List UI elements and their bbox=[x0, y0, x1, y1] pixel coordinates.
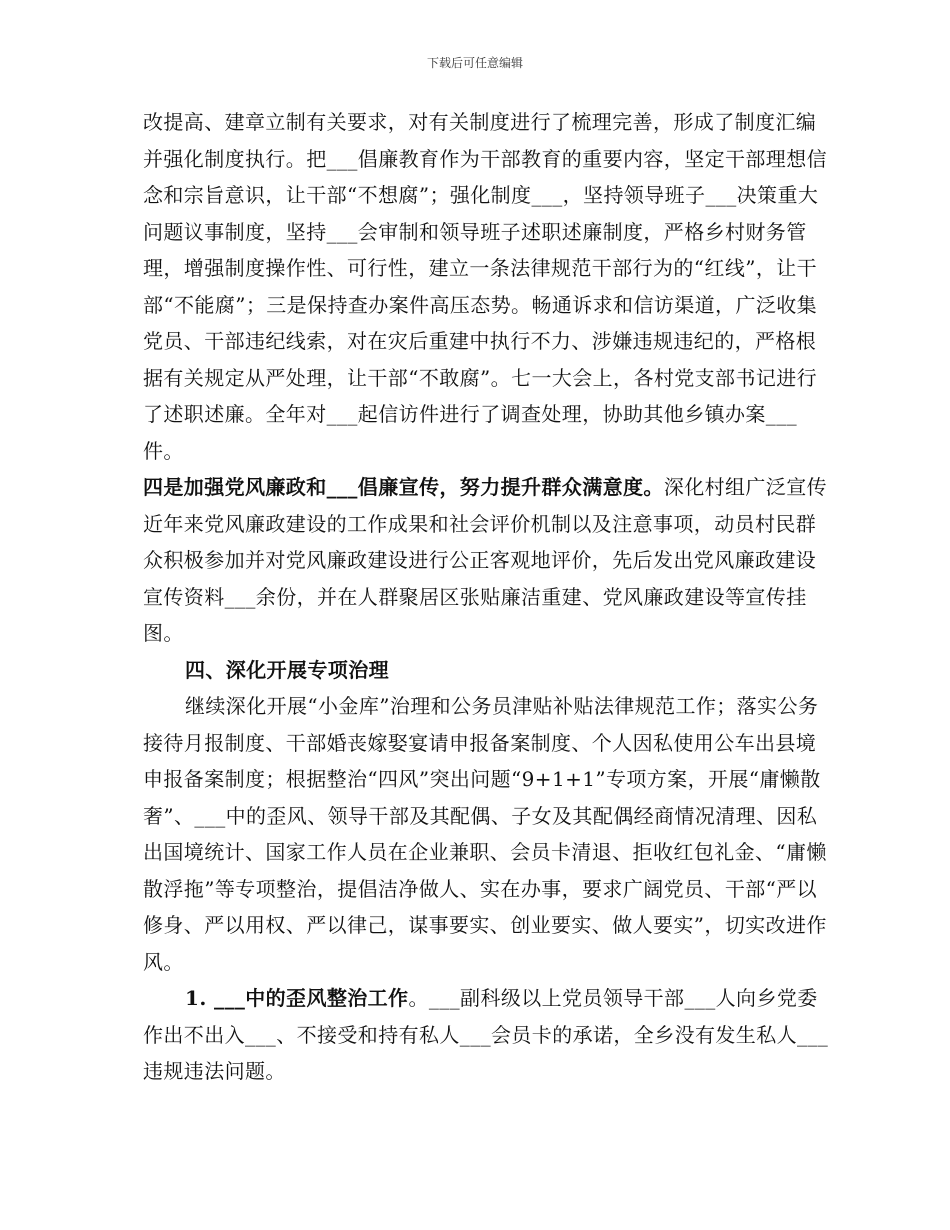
paragraph-institutional-reform bbox=[143, 104, 833, 469]
page-header: 下载后可任意编辑 bbox=[426, 56, 523, 70]
paragraph-text: 继续深化开展“小金库”治理和公务员津贴补贴法律规范工作；落实公务接待月报制度、干部婚丧嫁娶宴请申报备案制度、个人因私使用公车出县境申报备案制度；根据整治“四风”突出问题“9+1+1”专项方案，开展“庸懒散奢”、___中的歪风、领导干部及其配偶、子女及其配偶经商情况清理、因私出国境统计、国家工作人员在企业兼职、会员卡清退、拒收红包礼金、“庸懒散浮拖”等专项整治，提倡洁净做人、实在办事，要求广阔党员、干部“严以修身、严以用权、严以律己，谋事要实、创业要实、做人要实”，切实改进作风。 bbox=[143, 694, 827, 974]
section-heading-special-governance: 四、深化开展专项治理 bbox=[185, 657, 389, 682]
paragraph-integrity-publicity bbox=[143, 469, 833, 652]
paragraph-lead-bold: 四是加强党风廉政和___倡廉宣传，努力提升群众满意度。 bbox=[143, 475, 664, 499]
paragraph-item-1 bbox=[143, 980, 833, 1090]
document-body bbox=[143, 104, 833, 1090]
item-1-title: 1. ___中的歪风整治工作 bbox=[185, 986, 409, 1010]
paragraph-text: 。___副科级以上党员领导干部___人向乡党委作出不出入___、不接受和持有私人___会员卡的承诺，全乡没有发生私人___违规违法问题。 bbox=[143, 986, 829, 1083]
paragraph-special-governance bbox=[143, 688, 833, 980]
paragraph-text: 改提高、建章立制有关要求，对有关制度进行了梳理完善，形成了制度汇编并强化制度执行。把___倡廉教育作为干部教育的重要内容，坚定干部理想信念和宗旨意识，让干部“不想腐”；强化制度___，坚持领导班子___决策重大问题议事制度，坚持___会审制和领导班子述职述廉制度，严格乡村财务管理，增强制度操作性、可行性，建立一条法律规范干部行为的“红线”，让干部“不能腐”；三是保持查办案件高压态势。畅通诉求和信访渠道，广泛收集党员、干部违纪线索，对在灾后重建中执行不力、涉嫌违规违纪的，严格根据有关规定从严处理，让干部“不敢腐”。七一大会上，各村党支部书记进行了述职述廉。全年对___起信访件进行了调查处理，协助其他乡镇办案___件。 bbox=[143, 110, 827, 463]
paragraph-text: 深化村组广泛宣传近年来党风廉政建设的工作成果和社会评价机制以及注意事项，动员村民群众积极参加并对党风廉政建设进行公正客观地评价，先后发出党风廉政建设宣传资料___余份，并在人群聚居区张贴廉洁重建、党风廉政建设等宣传挂图。 bbox=[143, 475, 828, 645]
